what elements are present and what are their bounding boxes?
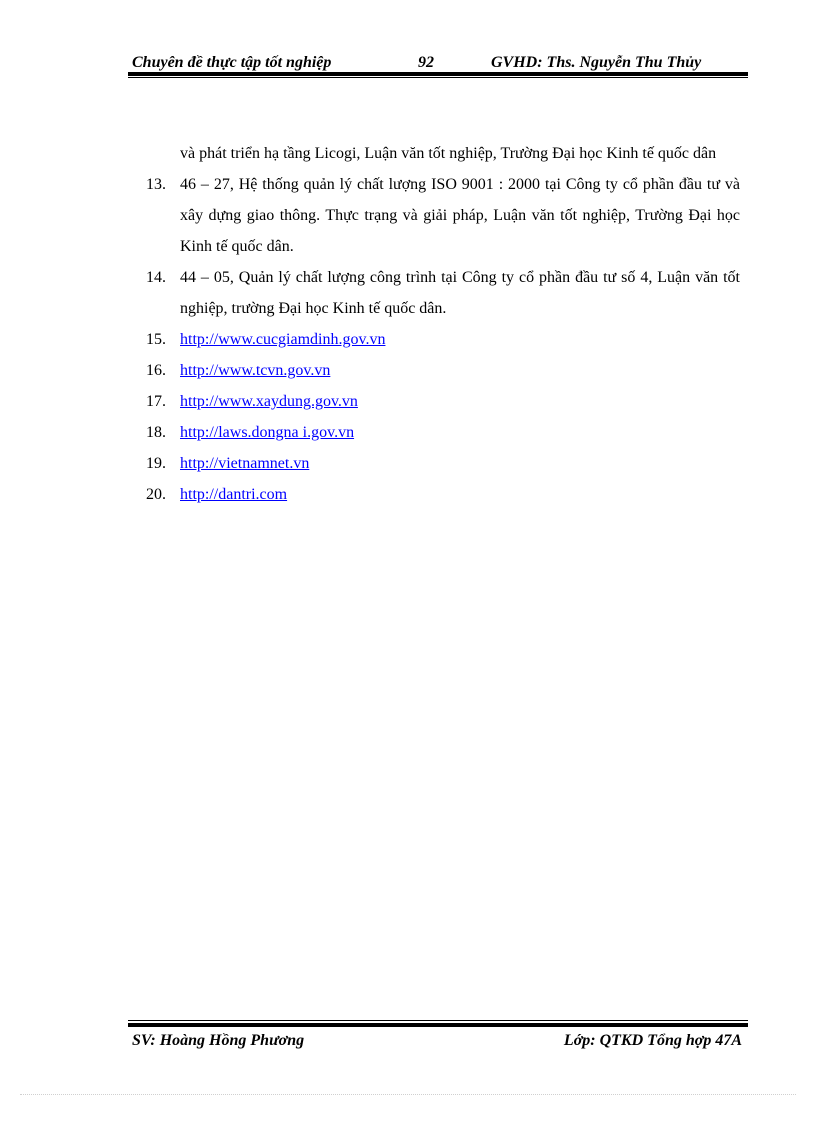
header-rule-thick xyxy=(128,72,748,76)
reference-link[interactable]: http://www.tcvn.gov.vn xyxy=(180,362,331,379)
reference-continuation-text: và phát triển hạ tầng Licogi, Luận văn tốt nghiệp, Trường Đại học Kinh tế quốc dân xyxy=(180,145,717,162)
reference-text: 46 – 27, Hệ thống quản lý chất lượng ISO 9001 : 2000 tại Công ty cổ phần đầu tư và xây dựng giao thông. Thực trạng và giải pháp, Luận văn tốt nghiệp, Trường Đại học Kinh tế quốc dân. xyxy=(180,176,740,255)
document-title: Chuyên đề thực tập tốt nghiệp xyxy=(132,54,332,71)
reference-number: 16. xyxy=(146,362,166,379)
page-number: 92 xyxy=(418,54,434,71)
reference-list xyxy=(146,138,740,510)
reference-link[interactable]: http://www.xaydung.gov.vn xyxy=(180,393,358,410)
footer-rule-thin xyxy=(128,1020,748,1021)
reference-continuation xyxy=(146,138,740,169)
reference-link[interactable]: http://vietnamnet.vn xyxy=(180,455,310,472)
reference-number: 18. xyxy=(146,424,166,441)
reference-item xyxy=(146,448,740,479)
reference-link[interactable]: http://www.cucgiamdinh.gov.vn xyxy=(180,331,386,348)
student-name: SV: Hoàng Hồng Phương xyxy=(132,1032,305,1049)
reference-item xyxy=(146,479,740,510)
reference-item xyxy=(146,417,740,448)
reference-number: 13. xyxy=(146,176,166,193)
page-bottom-dotted-line xyxy=(20,1094,796,1095)
page-header xyxy=(128,48,748,74)
reference-number: 14. xyxy=(146,269,166,286)
class-name: Lớp: QTKD Tổng hợp 47A xyxy=(563,1032,742,1049)
reference-link[interactable]: http://dantri.com xyxy=(180,486,288,503)
reference-number: 17. xyxy=(146,393,166,410)
reference-number: 19. xyxy=(146,455,166,472)
header-rule-thin xyxy=(128,77,748,78)
reference-item xyxy=(146,386,740,417)
footer-rule-thick xyxy=(128,1023,748,1027)
reference-link[interactable]: http://laws.dongna i.gov.vn xyxy=(180,424,355,441)
reference-item xyxy=(146,169,740,262)
reference-text: 44 – 05, Quản lý chất lượng công trình tại Công ty cổ phần đầu tư số 4, Luận văn tốt nghiệp, trường Đại học Kinh tế quốc dân. xyxy=(180,269,740,317)
reference-number: 20. xyxy=(146,486,166,503)
reference-item xyxy=(146,355,740,386)
advisor-name: GVHD: Ths. Nguyễn Thu Thủy xyxy=(491,54,702,71)
reference-number: 15. xyxy=(146,331,166,348)
reference-item xyxy=(146,324,740,355)
reference-item xyxy=(146,262,740,324)
